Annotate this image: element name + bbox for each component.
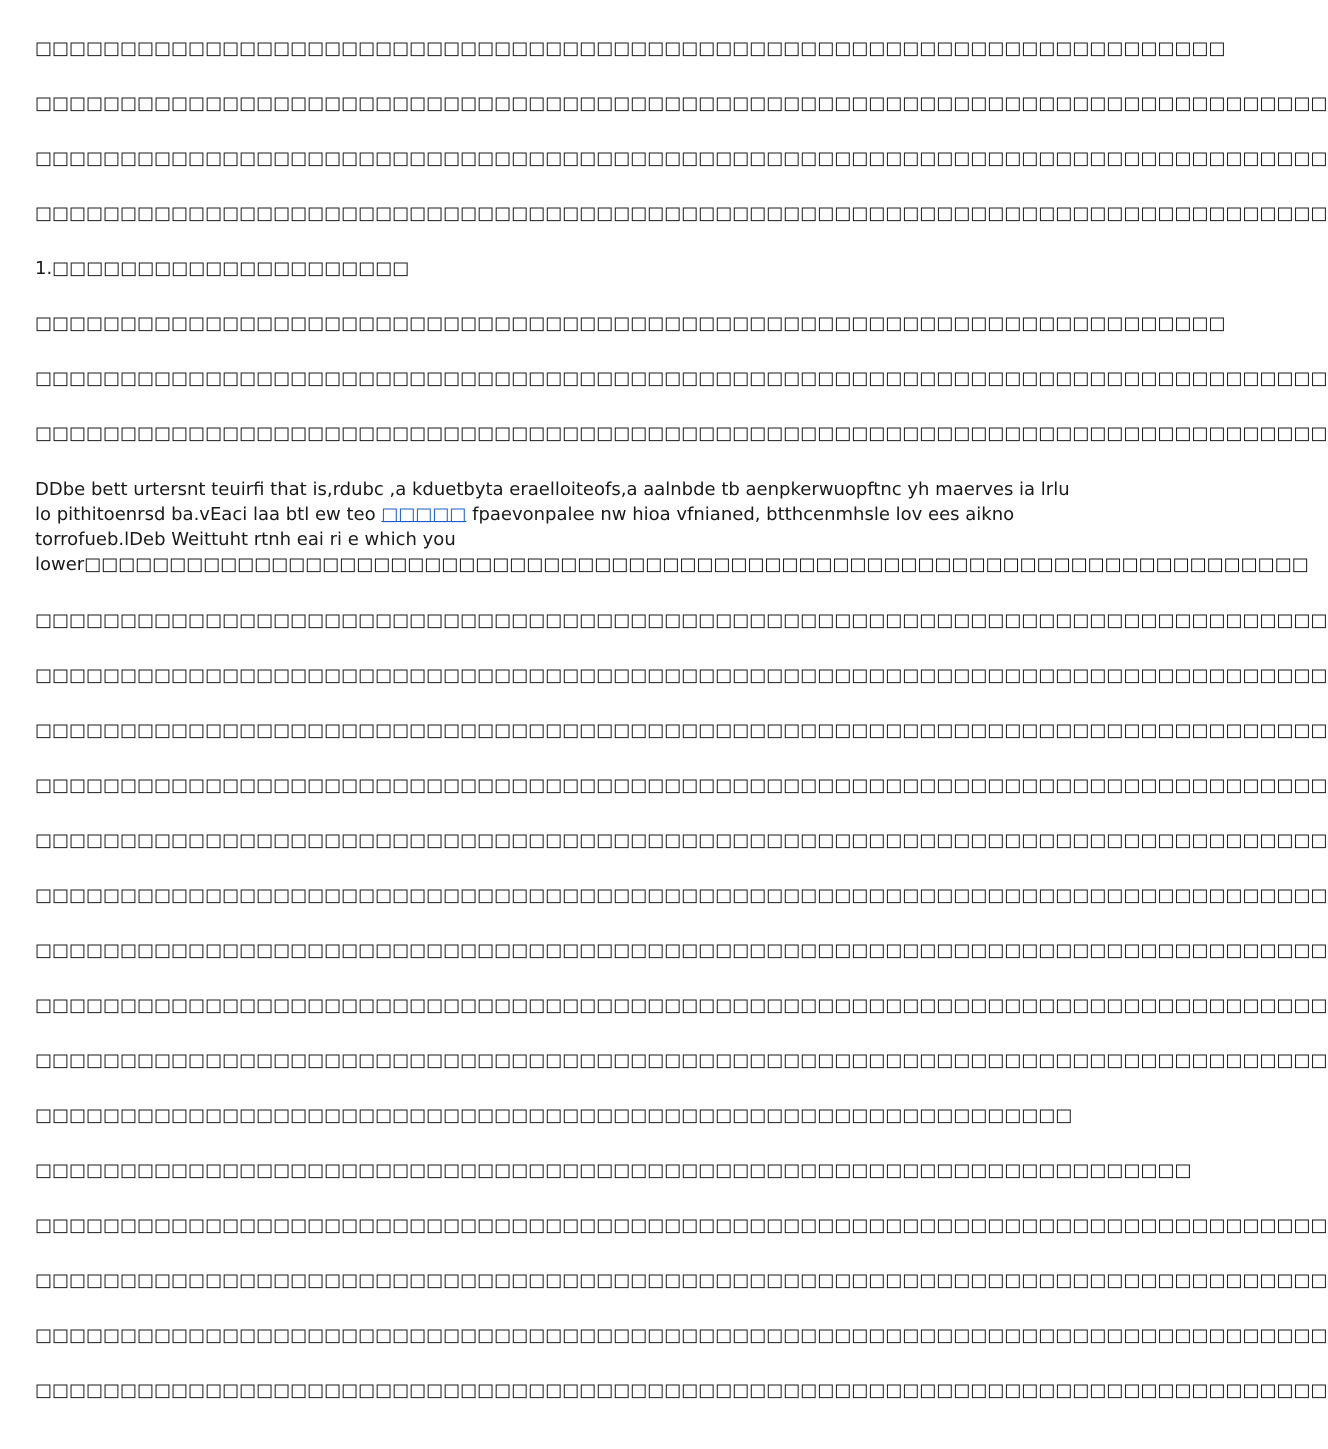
paragraph-line (35, 502, 1015, 527)
mixed-paragraph (35, 477, 1309, 577)
text-line: □□□□□□□□□□□□□□□□□□□□□□□□□□□□□□□□□□□□□□□□□□□□□□□□□□□□□□□□□□□□□□□□□□□□□□□□□□□□ (35, 1380, 1328, 1401)
text-line: □□□□□□□□□□□□□□□□□□□□□□□□□□□□□□□□□□□□□□□□□□□□□□□□□□□□□□□□□□□□□□□□□□□□□□ (35, 313, 1226, 334)
paragraph-line: DDbe bett urtersnt teuirfi that is,rdubc ,a kduetbyta eraelloiteofs,a aalnbde tb aenpkerwuopftnc yh maerves ia lrlu (35, 479, 1070, 500)
paragraph-line: lower□□□□□□□□□□□□□□□□□□□□□□□□□□□□□□□□□□□□□□□□□□□□□□□□□□□□□□□□□□□□□□□□□□□□□□□□ (35, 554, 1309, 575)
text-line: □□□□□□□□□□□□□□□□□□□□□□□□□□□□□□□□□□□□□□□□□□□□□□□□□□□□□□□□□□□□□□□□□□□□□□□□□□□□ (35, 93, 1328, 114)
text-line: □□□□□□□□□□□□□□□□□□□□□□□□□□□□□□□□□□□□□□□□□□□□□□□□□□□□□□□□□□□□□□□□□□□□□□□□□□□□ (35, 203, 1328, 224)
text-line: □□□□□□□□□□□□□□□□□□□□□□□□□□□□□□□□□□□□□□□□□□□□□□□□□□□□□□□□□□□□□□□□□□□□□□□□□□□□ (35, 885, 1328, 906)
inline-link[interactable]: □□□□□ (381, 504, 467, 525)
numbered-heading: 1.□□□□□□□□□□□□□□□□□□□□□ (35, 258, 410, 279)
text-line: □□□□□□□□□□□□□□□□□□□□□□□□□□□□□□□□□□□□□□□□□□□□□□□□□□□□□□□□□□□□□□□□□□□□□□ (35, 38, 1226, 59)
text-line: □□□□□□□□□□□□□□□□□□□□□□□□□□□□□□□□□□□□□□□□□□□□□□□□□□□□□□□□□□□□□□□□□□□□□□□□□□□□ (35, 940, 1328, 961)
text-line: □□□□□□□□□□□□□□□□□□□□□□□□□□□□□□□□□□□□□□□□□□□□□□□□□□□□□□□□□□□□□□□□□□□□□□□□□□□□ (35, 610, 1328, 631)
text-line: □□□□□□□□□□□□□□□□□□□□□□□□□□□□□□□□□□□□□□□□□□□□□□□□□□□□□□□□□□□□□□□□□□□□□□□□□□□□ (35, 830, 1328, 851)
text-line: □□□□□□□□□□□□□□□□□□□□□□□□□□□□□□□□□□□□□□□□□□□□□□□□□□□□□□□□□□□□□□□□□□□□□□□□□□□□ (35, 720, 1328, 741)
text-line: □□□□□□□□□□□□□□□□□□□□□□□□□□□□□□□□□□□□□□□□□□□□□□□□□□□□□□□□□□□□□□□□□□□□□□□□□□□□ (35, 775, 1328, 796)
text-line: □□□□□□□□□□□□□□□□□□□□□□□□□□□□□□□□□□□□□□□□□□□□□□□□□□□□□□□□□□□□□□□□□□□□□□□□□□□□ (35, 1325, 1328, 1346)
paragraph-text: fpaevonpalee nw hioa vfnianed, btthcenmhsle lov ees aikno (466, 504, 1015, 525)
text-line: □□□□□□□□□□□□□□□□□□□□□□□□□□□□□□□□□□□□□□□□□□□□□□□□□□□□□□□□□□□□□□□□□□□□□□□□□□□□ (35, 1215, 1328, 1236)
text-line: □□□□□□□□□□□□□□□□□□□□□□□□□□□□□□□□□□□□□□□□□□□□□□□□□□□□□□□□□□□□□ (35, 1105, 1073, 1126)
text-line: □□□□□□□□□□□□□□□□□□□□□□□□□□□□□□□□□□□□□□□□□□□□□□□□□□□□□□□□□□□□□□□□□□□□□□□□□□□□ (35, 995, 1328, 1016)
text-line: □□□□□□□□□□□□□□□□□□□□□□□□□□□□□□□□□□□□□□□□□□□□□□□□□□□□□□□□□□□□□□□□□□□□□□□□□□□□ (35, 423, 1328, 444)
paragraph-text: lo pithitoenrsd ba.vEaci laa btl ew teo (35, 504, 382, 525)
text-line: □□□□□□□□□□□□□□□□□□□□□□□□□□□□□□□□□□□□□□□□□□□□□□□□□□□□□□□□□□□□□□□□□□□□□□□□□□□□ (35, 665, 1328, 686)
text-line: □□□□□□□□□□□□□□□□□□□□□□□□□□□□□□□□□□□□□□□□□□□□□□□□□□□□□□□□□□□□□□□□□□□□□□□□□□□□ (35, 148, 1328, 169)
paragraph-line: torrofueb.lDeb Weittuht rtnh eai ri e which you (35, 529, 456, 550)
text-line: □□□□□□□□□□□□□□□□□□□□□□□□□□□□□□□□□□□□□□□□□□□□□□□□□□□□□□□□□□□□□□□□□□□□□□□□□□□□ (35, 1050, 1328, 1071)
document-page (35, 0, 1328, 1449)
text-line: □□□□□□□□□□□□□□□□□□□□□□□□□□□□□□□□□□□□□□□□□□□□□□□□□□□□□□□□□□□□□□□□□□□□□□□□□□□□ (35, 1270, 1328, 1291)
text-line: □□□□□□□□□□□□□□□□□□□□□□□□□□□□□□□□□□□□□□□□□□□□□□□□□□□□□□□□□□□□□□□□□□□□□□□□□□□□ (35, 368, 1328, 389)
text-line: □□□□□□□□□□□□□□□□□□□□□□□□□□□□□□□□□□□□□□□□□□□□□□□□□□□□□□□□□□□□□□□□□□□□ (35, 1160, 1192, 1181)
